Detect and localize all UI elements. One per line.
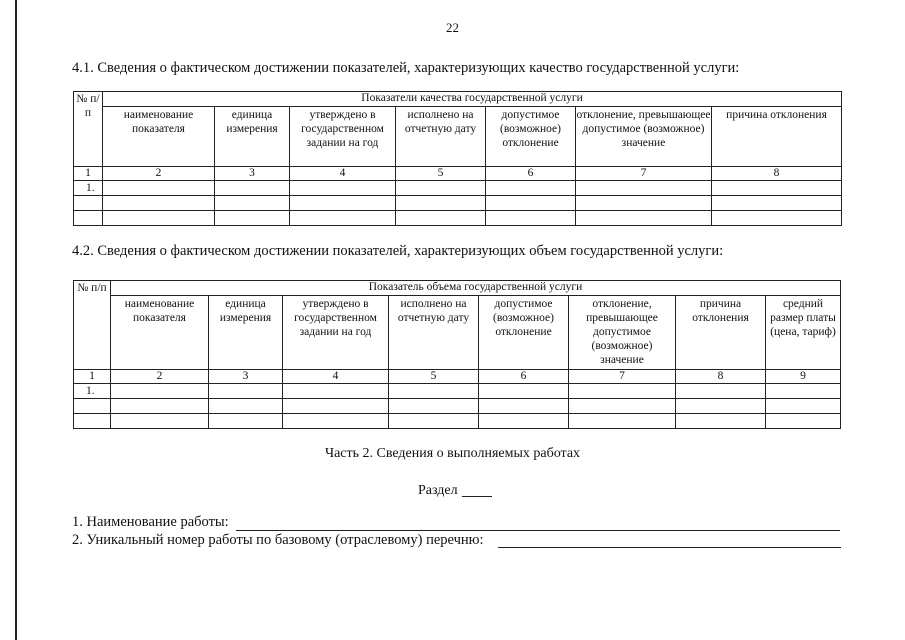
column-index: 5: [389, 370, 479, 384]
table-cell[interactable]: [111, 384, 209, 399]
part-2-title: Часть 2. Сведения о выполняемых работах: [324, 446, 581, 461]
num-header: № п/п: [74, 92, 103, 167]
column-header: отклонение, превышающее допустимое (возможное) значение: [576, 107, 712, 167]
column-index-row: [74, 167, 842, 181]
table-cell[interactable]: [103, 211, 215, 226]
table-cell[interactable]: [389, 399, 479, 414]
column-index: 6: [479, 370, 569, 384]
unique-number-label: 2. Уникальный номер работы по базовому (отраслевому) перечню:: [72, 532, 484, 548]
table-cell[interactable]: [486, 181, 576, 196]
table-cell[interactable]: [74, 196, 103, 211]
razdel-label: Раздел: [418, 483, 458, 498]
table-cell[interactable]: [576, 196, 712, 211]
table-cell[interactable]: [569, 414, 676, 429]
column-index: 3: [215, 167, 290, 181]
column-header: утверждено в государственном задании на год: [290, 107, 396, 167]
column-header: утверждено в государственном задании на год: [283, 296, 389, 370]
table-cell[interactable]: [676, 414, 766, 429]
table-row: [74, 399, 841, 414]
column-index: 3: [209, 370, 283, 384]
table-cell[interactable]: [111, 399, 209, 414]
column-index: 8: [676, 370, 766, 384]
unique-number-fill-line[interactable]: [498, 547, 841, 548]
table-cell[interactable]: [209, 399, 283, 414]
table-cell[interactable]: [576, 211, 712, 226]
column-index: 6: [486, 167, 576, 181]
table-cell[interactable]: [290, 181, 396, 196]
section-title-quality: 4.1. Сведения о фактическом достижении показателей, характеризующих качество государственной услуги:: [72, 60, 740, 76]
table-cell[interactable]: [74, 414, 111, 429]
razdel-number-blank[interactable]: [462, 482, 492, 497]
table-cell[interactable]: [569, 384, 676, 399]
table-cell[interactable]: [479, 399, 569, 414]
table-row: [74, 211, 842, 226]
table-cell[interactable]: [486, 211, 576, 226]
table-cell[interactable]: [215, 211, 290, 226]
table-cell[interactable]: [766, 399, 841, 414]
column-index-row: [74, 370, 841, 384]
column-index: 7: [569, 370, 676, 384]
table-cell[interactable]: [389, 414, 479, 429]
column-index: 2: [111, 370, 209, 384]
table-cell[interactable]: [479, 414, 569, 429]
binding-margin-line: [15, 0, 17, 640]
column-index: 4: [290, 167, 396, 181]
column-header: единица измерения: [209, 296, 283, 370]
column-header: допустимое (возможное) отклонение: [479, 296, 569, 370]
table-cell[interactable]: [569, 399, 676, 414]
table-row: [74, 384, 841, 399]
table-cell[interactable]: [712, 196, 842, 211]
table-cell[interactable]: [111, 414, 209, 429]
page-number: 22: [446, 20, 459, 35]
table-cell[interactable]: [74, 399, 111, 414]
column-header: наименование показателя: [111, 296, 209, 370]
row-number: 1.: [74, 384, 111, 399]
column-header: исполнено на отчетную дату: [396, 107, 486, 167]
column-index: 7: [576, 167, 712, 181]
table-row: [74, 414, 841, 429]
column-header: средний размер платы (цена, тариф): [766, 296, 841, 370]
table-cell[interactable]: [766, 414, 841, 429]
razdel-line: [418, 482, 492, 499]
column-index: 9: [766, 370, 841, 384]
table-cell[interactable]: [396, 196, 486, 211]
column-index: 1: [74, 167, 103, 181]
table-cell[interactable]: [389, 384, 479, 399]
table-cell[interactable]: [283, 399, 389, 414]
table-cell[interactable]: [283, 414, 389, 429]
column-header: отклонение, превышающее допустимое (возможное) значение: [569, 296, 676, 370]
section-title-volume: 4.2. Сведения о фактическом достижении показателей, характеризующих объем государственной услуги:: [72, 243, 724, 259]
table-cell[interactable]: [209, 384, 283, 399]
table-cell[interactable]: [712, 211, 842, 226]
column-index: 1: [74, 370, 111, 384]
table-cell[interactable]: [396, 211, 486, 226]
column-header: исполнено на отчетную дату: [389, 296, 479, 370]
table-cell[interactable]: [103, 196, 215, 211]
table-cell[interactable]: [766, 384, 841, 399]
quality-indicators-table: [73, 91, 842, 226]
volume-indicators-table: [73, 280, 841, 429]
table-cell[interactable]: [283, 384, 389, 399]
table-row: [74, 196, 842, 211]
table-cell[interactable]: [712, 181, 842, 196]
group-header: Показатели качества государственной услуги: [103, 92, 842, 107]
group-header: Показатель объема государственной услуги: [111, 281, 841, 296]
column-header: наименование показателя: [103, 107, 215, 167]
table-cell[interactable]: [479, 384, 569, 399]
table-cell[interactable]: [576, 181, 712, 196]
column-header: причина отклонения: [676, 296, 766, 370]
table-cell[interactable]: [215, 196, 290, 211]
column-header: допустимое (возможное) отклонение: [486, 107, 576, 167]
column-index: 5: [396, 167, 486, 181]
table-cell[interactable]: [486, 196, 576, 211]
table-cell[interactable]: [215, 181, 290, 196]
num-header: № п/п: [74, 281, 111, 370]
row-number: 1.: [74, 181, 103, 196]
table-cell[interactable]: [290, 196, 396, 211]
column-header: единица измерения: [215, 107, 290, 167]
column-header: причина отклонения: [712, 107, 842, 167]
work-name-fill-line[interactable]: [236, 530, 840, 531]
table-cell[interactable]: [209, 414, 283, 429]
column-index: 8: [712, 167, 842, 181]
table-cell[interactable]: [103, 181, 215, 196]
table-cell[interactable]: [290, 211, 396, 226]
table-cell[interactable]: [676, 384, 766, 399]
work-name-label: 1. Наименование работы:: [72, 514, 229, 530]
table-row: [74, 181, 842, 196]
column-index: 4: [283, 370, 389, 384]
column-index: 2: [103, 167, 215, 181]
table-cell[interactable]: [676, 399, 766, 414]
table-cell[interactable]: [74, 211, 103, 226]
table-cell[interactable]: [396, 181, 486, 196]
